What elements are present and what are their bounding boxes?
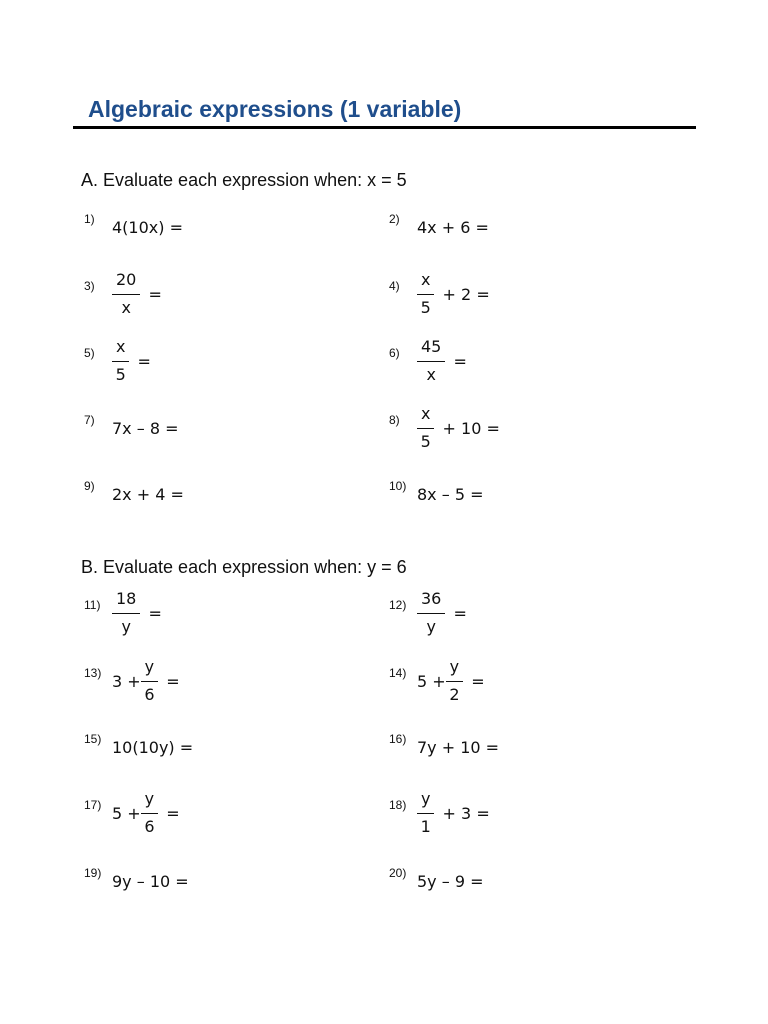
problem-number: 5) [84, 346, 95, 360]
fraction [417, 271, 434, 317]
problem-expression [417, 191, 489, 263]
fraction-denominator: 6 [144, 684, 155, 704]
section-b-heading: B. Evaluate each expression when: y = 6 [81, 557, 407, 577]
expression-text: 7x – 8 = [112, 418, 179, 438]
expression-text: 3 + [112, 671, 141, 691]
fraction-numerator: 18 [112, 590, 140, 613]
problem-number: 19) [84, 866, 102, 880]
problem-number: 14) [389, 666, 407, 680]
problem-expression [112, 458, 184, 530]
problem-number: 3) [84, 279, 95, 293]
expression-text: 4x + 6 = [417, 217, 489, 237]
problem-number: 15) [84, 732, 102, 746]
fraction [112, 590, 140, 636]
fraction [141, 790, 158, 836]
expression-text: = [161, 803, 180, 823]
problem-expression [417, 325, 467, 397]
problem-expression [417, 711, 499, 783]
fraction-numerator: x [112, 338, 129, 361]
expression-text: = [448, 351, 467, 371]
fraction-denominator: 5 [420, 431, 431, 451]
fraction-numerator: y [141, 790, 158, 813]
worksheet-title: Algebraic expressions (1 variable) [88, 96, 462, 122]
fraction-numerator: 20 [112, 271, 140, 294]
expression-text: 8x – 5 = [417, 484, 484, 504]
problem-number: 6) [389, 346, 400, 360]
problem-expression [417, 458, 484, 530]
fraction-denominator: x [426, 364, 436, 384]
expression-text: + 3 = [437, 803, 490, 823]
fraction [417, 590, 445, 636]
fraction-numerator: x [417, 405, 434, 428]
fraction [141, 658, 158, 704]
problem-expression [112, 711, 193, 783]
fraction-denominator: 5 [420, 297, 431, 317]
problem-expression [112, 325, 151, 397]
problem-number: 8) [389, 413, 400, 427]
fraction-numerator: y [417, 790, 434, 813]
expression-text: 7y + 10 = [417, 737, 500, 757]
fraction-numerator: y [141, 658, 158, 681]
fraction-numerator: 36 [417, 590, 445, 613]
fraction-denominator: y [121, 616, 131, 636]
fraction-denominator: 2 [449, 684, 460, 704]
problem-expression [417, 845, 484, 917]
fraction-denominator: 5 [115, 364, 126, 384]
problem-expression [417, 258, 490, 330]
expression-text: 5 + [112, 803, 141, 823]
expression-text: 5y – 9 = [417, 871, 484, 891]
problem-number: 12) [389, 598, 407, 612]
expression-text: + 10 = [437, 418, 500, 438]
expression-text: 2x + 4 = [112, 484, 184, 504]
problem-number: 9) [84, 479, 95, 493]
problem-expression [112, 845, 189, 917]
expression-text: 4(10x) = [112, 217, 183, 237]
fraction-numerator: y [446, 658, 463, 681]
fraction [417, 790, 434, 836]
problem-expression [417, 645, 485, 717]
problem-number: 2) [389, 212, 400, 226]
problem-number: 18) [389, 798, 407, 812]
title-underline [73, 126, 696, 129]
expression-text: = [161, 671, 180, 691]
problem-expression [112, 258, 162, 330]
fraction-numerator: x [417, 271, 434, 294]
fraction [417, 338, 445, 384]
fraction [112, 338, 129, 384]
expression-text: 5 + [417, 671, 446, 691]
expression-text: + 2 = [437, 284, 490, 304]
expression-text: = [143, 603, 162, 623]
problem-number: 10) [389, 479, 407, 493]
problem-number: 17) [84, 798, 102, 812]
expression-text: = [143, 284, 162, 304]
expression-text: = [448, 603, 467, 623]
problem-expression [112, 191, 183, 263]
problem-number: 11) [84, 598, 101, 612]
problem-expression [112, 577, 162, 649]
problem-number: 7) [84, 413, 95, 427]
fraction-numerator: 45 [417, 338, 445, 361]
expression-text: = [466, 671, 485, 691]
problem-number: 20) [389, 866, 407, 880]
fraction [417, 405, 434, 451]
section-a-heading: A. Evaluate each expression when: x = 5 [81, 170, 407, 190]
problem-number: 13) [84, 666, 102, 680]
fraction-denominator: 6 [144, 816, 155, 836]
problem-expression [112, 645, 180, 717]
fraction-denominator: x [121, 297, 131, 317]
problem-expression [417, 392, 500, 464]
expression-text: 9y – 10 = [112, 871, 189, 891]
fraction [112, 271, 140, 317]
fraction-denominator: 1 [420, 816, 431, 836]
problem-expression [112, 777, 180, 849]
problem-expression [417, 577, 467, 649]
problem-expression [112, 392, 179, 464]
fraction-denominator: y [426, 616, 436, 636]
problem-number: 4) [389, 279, 400, 293]
fraction [446, 658, 463, 704]
problem-number: 1) [84, 212, 95, 226]
expression-text: = [132, 351, 151, 371]
expression-text: 10(10y) = [112, 737, 194, 757]
problem-expression [417, 777, 490, 849]
problem-number: 16) [389, 732, 407, 746]
